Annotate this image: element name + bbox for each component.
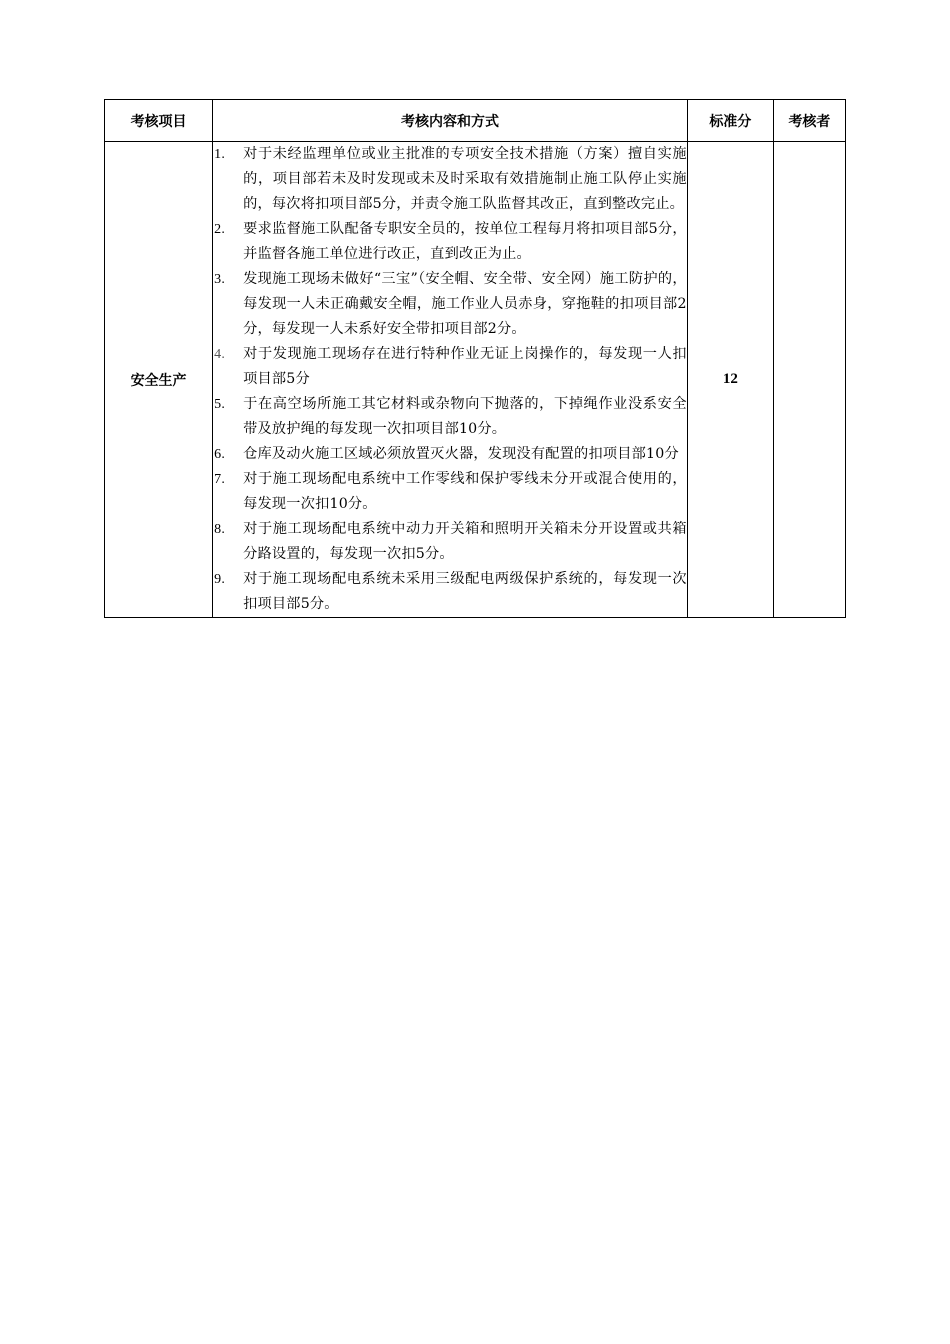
- header-item: 考核项目: [105, 100, 213, 142]
- list-item: [213, 467, 687, 517]
- list-item: [213, 142, 687, 217]
- header-score: 标准分: [687, 100, 773, 142]
- list-item-text: 于在高空场所施工其它材料或杂物向下抛落的，下掉绳作业没系安全带及放护绳的每发现一次扣项目部10分。: [243, 396, 687, 437]
- item-cell: 安全生产: [105, 142, 213, 618]
- list-item-text: 仓库及动火施工区域必须放置灭火器，发现没有配置的扣项目部10分: [243, 446, 679, 462]
- list-item: [213, 267, 687, 342]
- assessment-table: [104, 99, 846, 618]
- list-item: [213, 217, 687, 267]
- list-item-text: 对于施工现场配电系统未采用三级配电两级保护系统的，每发现一次扣项目部5分。: [243, 571, 687, 612]
- rules-list: [213, 142, 687, 617]
- list-item: [213, 392, 687, 442]
- table-row: [105, 142, 846, 618]
- list-item: [213, 517, 687, 567]
- list-item-text: 对于施工现场配电系统中工作零线和保护零线未分开或混合使用的，每发现一次扣10分。: [243, 471, 687, 512]
- list-item-number: 9.: [214, 572, 226, 587]
- header-assessor: 考核者: [773, 100, 845, 142]
- content-cell: [213, 142, 688, 618]
- list-item-number: 8.: [214, 522, 226, 537]
- list-item-number: 3.: [214, 272, 226, 287]
- list-item-text: 要求监督施工队配备专职安全员的，按单位工程每月将扣项目部5分，并监督各施工单位进行改正，直到改正为止。: [243, 221, 687, 262]
- header-row: [105, 100, 846, 142]
- assessor-cell: [773, 142, 845, 618]
- list-item: [213, 567, 687, 617]
- list-item-number: 7.: [214, 472, 226, 487]
- list-item-number: 6.: [214, 447, 226, 462]
- score-cell: 12: [687, 142, 773, 618]
- list-item-text: 对于施工现场配电系统中动力开关箱和照明开关箱未分开设置或共箱分路设置的，每发现一次扣5分。: [243, 521, 687, 562]
- header-content: 考核内容和方式: [213, 100, 688, 142]
- list-item-text: 发现施工现场未做好“三宝”（安全帽、安全带、安全网）施工防护的，每发现一人未正确戴安全帽，施工作业人员赤身，穿拖鞋的扣项目部2分，每发现一人未系好安全带扣项目部2分。: [243, 271, 687, 337]
- list-item-number: 4.: [214, 347, 226, 362]
- list-item-number: 5.: [214, 397, 226, 412]
- list-item: [213, 342, 687, 392]
- list-item-number: 2.: [214, 222, 226, 237]
- list-item-text: 对于发现施工现场存在进行特种作业无证上岗操作的，每发现一人扣项目部5分: [243, 346, 687, 387]
- list-item: [213, 442, 687, 467]
- list-item-text: 对于未经监理单位或业主批准的专项安全技术措施（方案）擅自实施的，项目部若未及时发现或未及时采取有效措施制止施工队停止实施的，每次将扣项目部5分，并责令施工队监督其改正，直到整改完止。: [243, 146, 687, 212]
- list-item-number: 1.: [214, 147, 226, 162]
